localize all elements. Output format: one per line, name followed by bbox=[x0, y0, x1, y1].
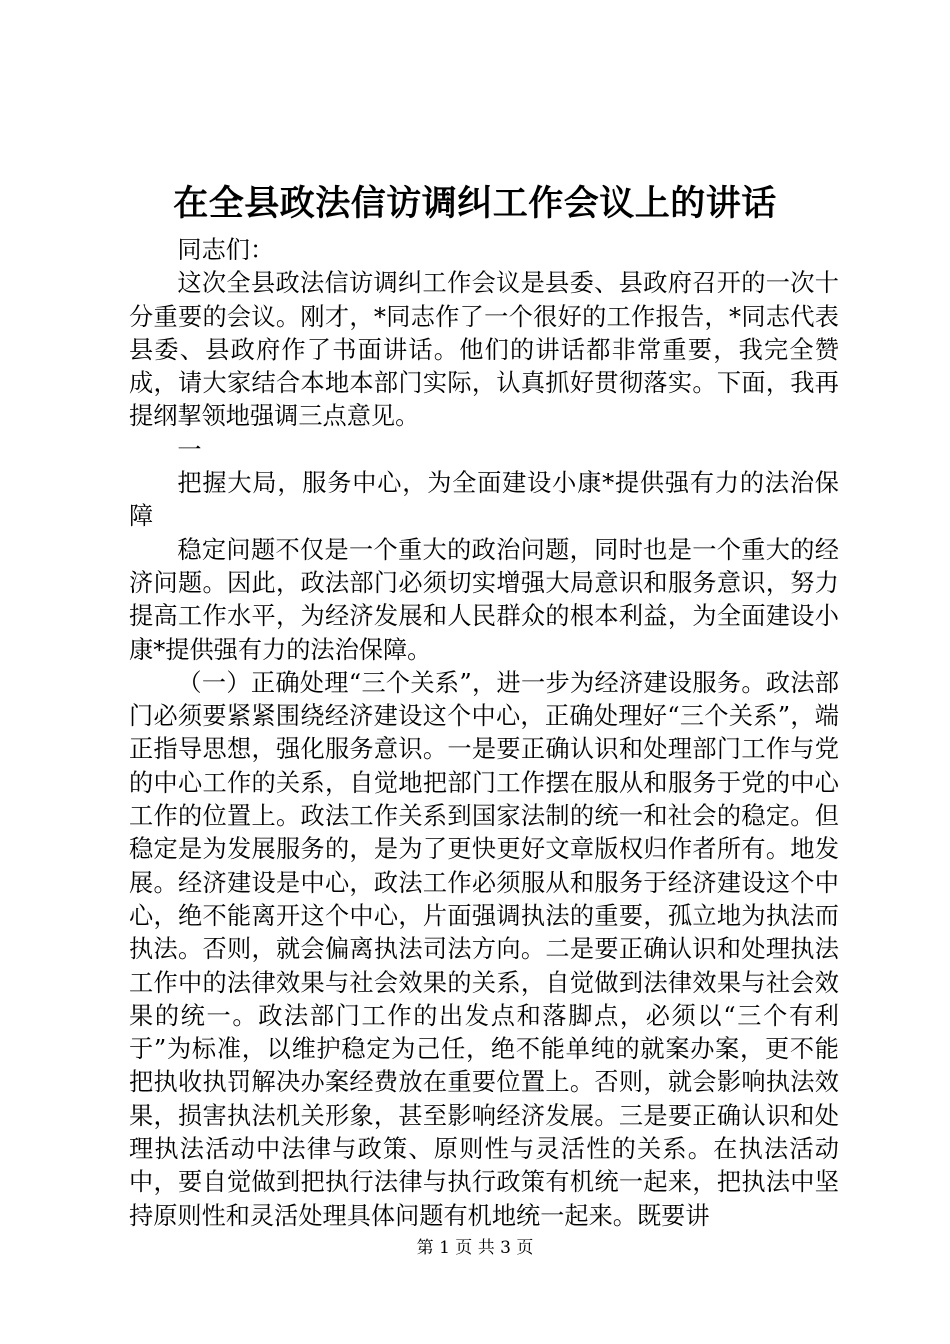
intro-paragraph: 这次全县政法信访调纠工作会议是县委、县政府召开的一次十分重要的会议。刚才，*同志作了一个很好的工作报告，*同志代表县委、县政府作了书面讲话。他们的讲话都非常重要，我完全赞成，请大家结合本地本部门实际，认真抓好贯彻落实。下面，我再提纲挈领地强调三点意见。 bbox=[129, 269, 839, 431]
document-body bbox=[129, 234, 839, 1233]
document-title: 在全县政法信访调纠工作会议上的讲话 bbox=[173, 183, 777, 224]
section-number: 一 bbox=[177, 435, 202, 464]
section-heading: 把握大局，服务中心，为全面建设小康*提供强有力的法治保障 bbox=[129, 469, 839, 531]
salutation-paragraph: 同志们： bbox=[177, 236, 275, 264]
page-footer: 第 1 页 共 3 页 bbox=[416, 1238, 534, 1258]
section-paragraph: 稳定问题不仅是一个重大的政治问题，同时也是一个重大的经济问题。因此，政法部门必须切实增强大局意识和服务意识，努力提高工作水平，为经济发展和人民群众的根本利益，为全面建设小康*提供强有力的法治保障。 bbox=[129, 535, 839, 664]
subsection-paragraph: （一）正确处理“三个关系”，进一步为经济建设服务。政法部门必须要紧紧围绕经济建设这个中心，正确处理好“三个关系”，端正指导思想，强化服务意识。一是要正确认识和处理部门工作与党的中心工作的关系，自觉地把部门工作摆在服从和服务于党的中心工作的位置上。政法工作关系到国家法制的统一和社会的稳定。但稳定是为发展服务的，是为了更快更好文章版权归作者所有。地发展。经济建设是中心，政法工作必须服从和服务于经济建设这个中心，绝不能离开这个中心，片面强调执法的重要，孤立地为执法而执法。否则，就会偏离执法司法方向。二是要正确认识和处理执法工作中的法律效果与社会效果的关系，自觉做到法律效果与社会效果的统一。政法部门工作的出发点和落脚点，必须以“三个有利于”为标准，以维护稳定为己任，绝不能单纯的就案办案，更不能把执收执罚解决办案经费放在重要位置上。否则，就会影响执法效果，损害执法机关形象，甚至影响经济发展。三是要正确认识和处理执法活动中法律与政策、原则性与灵活性的关系。在执法活动中，要自觉做到把执行法律与执行政策有机统一起来，把执法中坚持原则性和灵活处理具体问题有机地统一起来。既要讲 bbox=[129, 668, 839, 1230]
